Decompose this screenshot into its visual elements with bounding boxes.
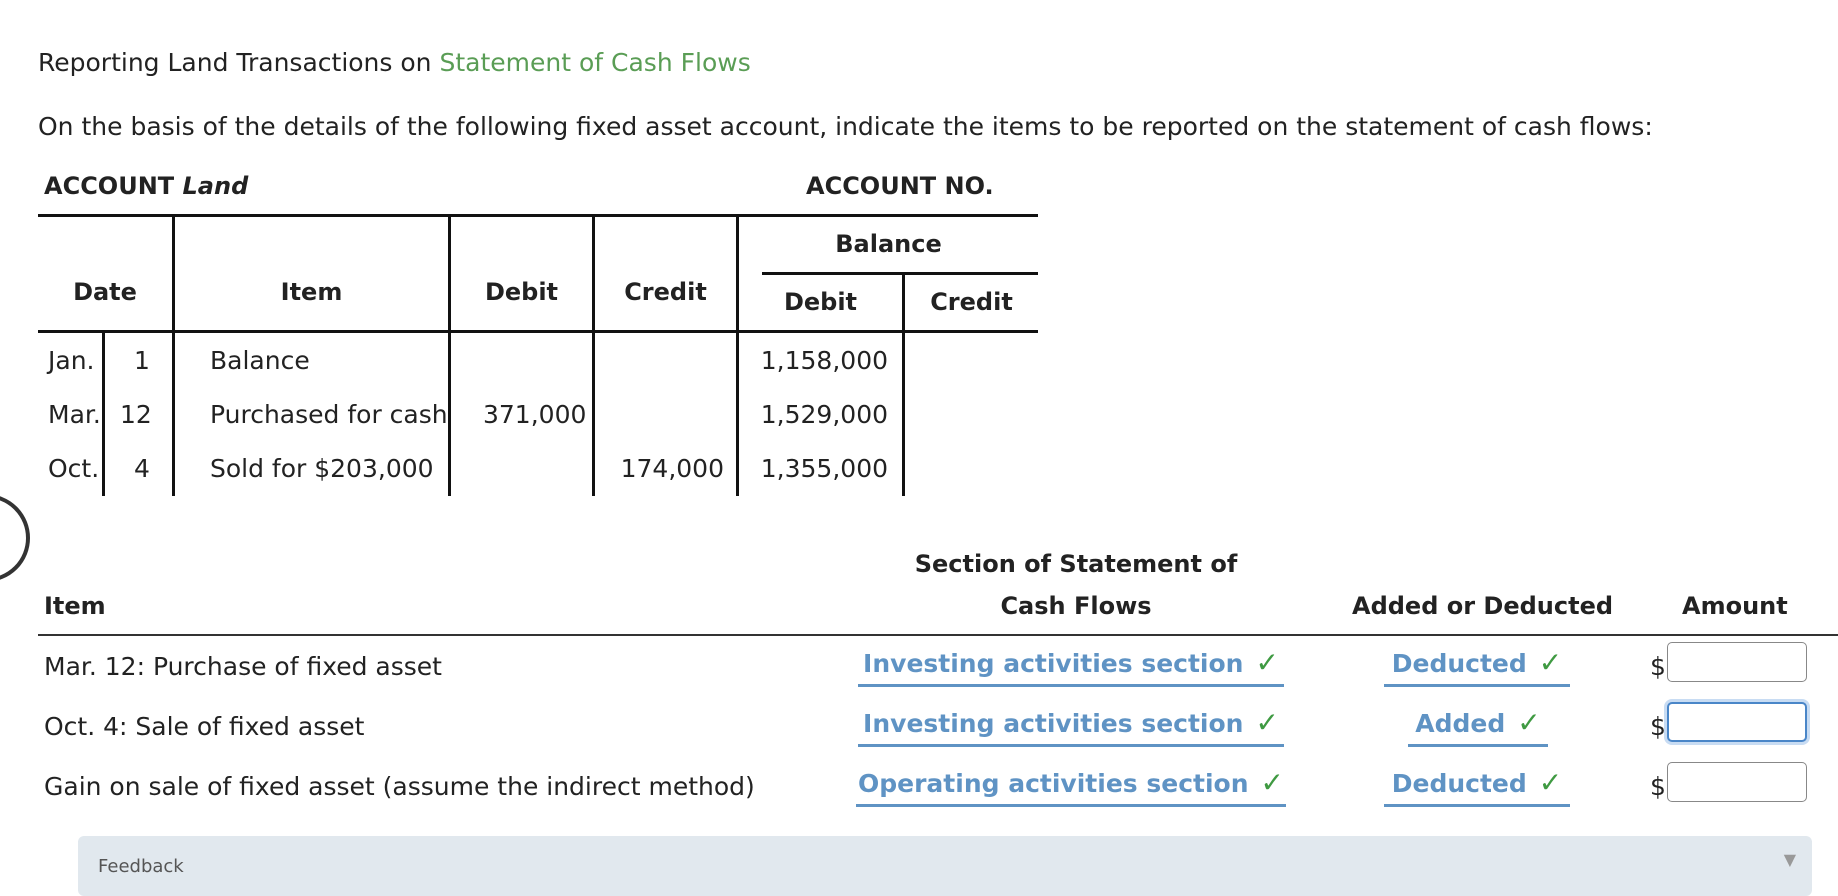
- ledger-vline-debit-credit: [592, 214, 595, 496]
- answer-row-3-effect-select[interactable]: [1384, 766, 1570, 807]
- ledger-header-debit: Debit: [484, 278, 559, 306]
- ledger-header-balance: Balance: [835, 230, 942, 258]
- ledger-row-3-day: 4: [134, 454, 150, 483]
- answer-row-2-section-value: Investing activities section: [863, 709, 1244, 738]
- answer-header-added-or-deducted: Added or Deducted: [1352, 592, 1614, 620]
- account-name: Land: [182, 172, 249, 200]
- ledger-header-date: Date: [73, 278, 137, 306]
- title-prefix: Reporting Land Transactions on: [38, 48, 432, 77]
- expand-arrow-icon[interactable]: ▼: [1783, 850, 1796, 869]
- ledger-row-2-day: 12: [120, 400, 152, 429]
- answer-row-1-effect-value: Deducted: [1391, 649, 1527, 678]
- ledger-row-2-item: Purchased for cash: [210, 400, 448, 429]
- balance-divider-rule: [762, 272, 1038, 275]
- ledger-row-2-month: Mar.: [48, 400, 101, 429]
- account-number-label: ACCOUNT NO.: [806, 172, 994, 200]
- instructions-text: On the basis of the details of the following fixed asset account, indicate the items to be reported on the statement of cash flows:: [38, 112, 1653, 141]
- ledger-top-rule: [38, 214, 1038, 217]
- answer-row-2-amount-input[interactable]: [1667, 702, 1807, 742]
- account-label: [44, 172, 248, 200]
- check-icon: ✓: [1538, 646, 1563, 679]
- ledger-vline-month-day: [102, 332, 105, 496]
- check-icon: ✓: [1538, 766, 1563, 799]
- answer-row-2-effect-select[interactable]: [1408, 706, 1548, 747]
- ledger-row-1-month: Jan.: [48, 346, 95, 375]
- ledger-row-3-item: Sold for $203,000: [210, 454, 434, 483]
- answer-row-1-item: Mar. 12: Purchase of fixed asset: [44, 652, 442, 681]
- answer-row-3-item: Gain on sale of fixed asset (assume the indirect method): [44, 772, 755, 801]
- answer-row-2-effect-value: Added: [1415, 709, 1506, 738]
- side-panel-handle[interactable]: [0, 494, 30, 582]
- answer-header-rule: [38, 634, 1838, 636]
- ledger-row-3-month: Oct.: [48, 454, 100, 483]
- feedback-panel[interactable]: [78, 836, 1812, 896]
- ledger-table: [38, 214, 1038, 496]
- ledger-header-credit: Credit: [624, 278, 707, 306]
- statement-of-cash-flows-link[interactable]: Statement of Cash Flows: [439, 48, 751, 77]
- check-icon: ✓: [1255, 646, 1279, 679]
- ledger-header-balance-credit: Credit: [930, 288, 1013, 316]
- answer-row-1-section-value: Investing activities section: [863, 649, 1244, 678]
- ledger-vline-date-item: [172, 214, 175, 496]
- ledger-row-2-debit: 371,000: [483, 400, 587, 429]
- check-icon: ✓: [1255, 706, 1279, 739]
- answer-row-3-effect-value: Deducted: [1391, 769, 1527, 798]
- ledger-row-3-balance-debit: 1,355,000: [760, 454, 888, 483]
- answer-row-2-item: Oct. 4: Sale of fixed asset: [44, 712, 365, 741]
- check-icon: ✓: [1260, 766, 1284, 799]
- ledger-vline-item-debit: [448, 214, 451, 496]
- ledger-row-3-credit: 174,000: [620, 454, 724, 483]
- ledger-header-item: Item: [280, 278, 343, 306]
- feedback-label: Feedback: [98, 856, 184, 877]
- answer-row-3-section-value: Operating activities section: [858, 769, 1249, 798]
- answer-row-1-dollar-sign: $: [1650, 652, 1666, 681]
- answer-row-3-amount-input[interactable]: [1667, 762, 1807, 802]
- answer-row-2-dollar-sign: $: [1650, 712, 1666, 741]
- answer-row-2-section-select[interactable]: [858, 706, 1284, 747]
- answer-header-amount: Amount: [1682, 592, 1788, 620]
- ledger-row-1-day: 1: [134, 346, 150, 375]
- answer-row-3-dollar-sign: $: [1650, 772, 1666, 801]
- ledger-header-rule: [38, 330, 1038, 333]
- answer-row-1-amount-input[interactable]: [1667, 642, 1807, 682]
- ledger-row-1-balance-debit: 1,158,000: [760, 346, 888, 375]
- answer-row-1-section-select[interactable]: [858, 646, 1284, 687]
- account-label-text: ACCOUNT: [44, 172, 175, 200]
- page-title: [38, 48, 751, 77]
- ledger-row-1-item: Balance: [210, 346, 310, 375]
- answer-header-section-line2: Cash Flows: [1000, 592, 1152, 620]
- ledger-header-balance-debit: Debit: [783, 288, 858, 316]
- check-icon: ✓: [1517, 706, 1541, 739]
- answer-header-item: Item: [44, 592, 106, 620]
- ledger-row-2-balance-debit: 1,529,000: [760, 400, 888, 429]
- answer-header-section-line1: Section of Statement of: [914, 550, 1238, 578]
- answer-row-1-effect-select[interactable]: [1384, 646, 1570, 687]
- answer-row-3-section-select[interactable]: [856, 766, 1286, 807]
